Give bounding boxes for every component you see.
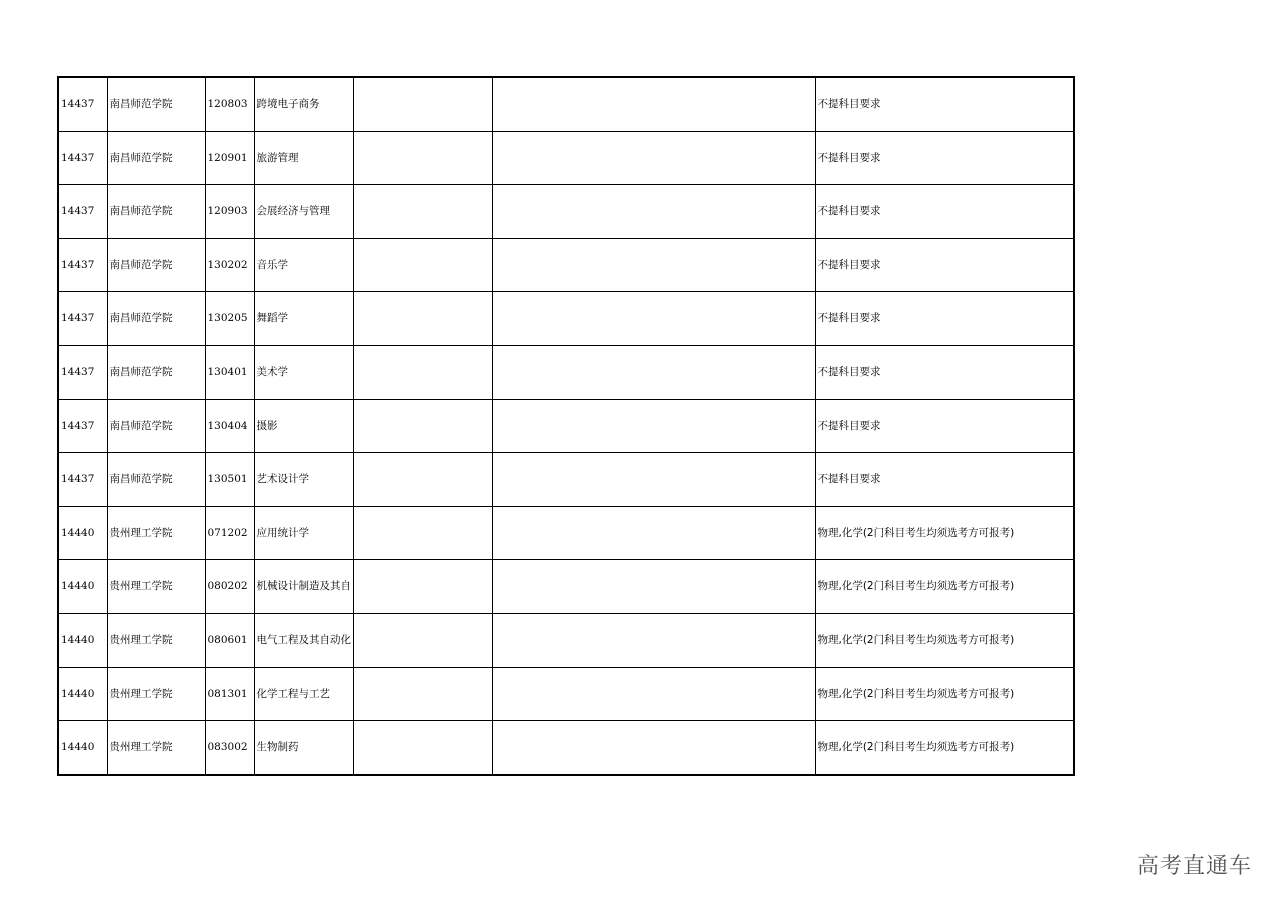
major-code-cell: 130205 (205, 292, 254, 346)
blank-cell (353, 560, 492, 614)
table-row (58, 560, 1074, 614)
blank-cell (492, 613, 815, 667)
blank-cell (353, 292, 492, 346)
major-name-cell: 舞蹈学 (254, 292, 353, 346)
blank-cell (353, 667, 492, 721)
major-name-cell: 应用统计学 (254, 506, 353, 560)
table-row (58, 613, 1074, 667)
school-name-cell: 南昌师范学院 (107, 238, 205, 292)
school-code-cell: 14437 (58, 238, 107, 292)
school-name-cell: 南昌师范学院 (107, 292, 205, 346)
subject-requirement-cell: 物理,化学(2门科目考生均须选考方可报考) (815, 613, 1074, 667)
school-code-cell: 14440 (58, 721, 107, 775)
blank-cell (353, 238, 492, 292)
blank-cell (353, 345, 492, 399)
school-name-cell: 贵州理工学院 (107, 613, 205, 667)
school-code-cell: 14437 (58, 77, 107, 131)
table-row (58, 185, 1074, 239)
school-code-cell: 14440 (58, 560, 107, 614)
subject-requirement-cell: 不提科目要求 (815, 345, 1074, 399)
blank-cell (353, 453, 492, 507)
major-code-cell: 130501 (205, 453, 254, 507)
table-row (58, 131, 1074, 185)
school-code-cell: 14437 (58, 399, 107, 453)
blank-cell (492, 721, 815, 775)
blank-cell (492, 77, 815, 131)
blank-cell (492, 292, 815, 346)
school-code-cell: 14437 (58, 345, 107, 399)
school-name-cell: 南昌师范学院 (107, 345, 205, 399)
school-name-cell: 贵州理工学院 (107, 506, 205, 560)
school-name-cell: 南昌师范学院 (107, 399, 205, 453)
table-row (58, 453, 1074, 507)
blank-cell (353, 131, 492, 185)
school-code-cell: 14440 (58, 613, 107, 667)
blank-cell (353, 399, 492, 453)
table-row (58, 667, 1074, 721)
subject-requirement-cell: 不提科目要求 (815, 131, 1074, 185)
subject-requirement-cell: 不提科目要求 (815, 77, 1074, 131)
subject-requirement-cell: 物理,化学(2门科目考生均须选考方可报考) (815, 667, 1074, 721)
blank-cell (492, 131, 815, 185)
school-name-cell: 南昌师范学院 (107, 131, 205, 185)
school-name-cell: 南昌师范学院 (107, 77, 205, 131)
major-name-cell: 跨境电子商务 (254, 77, 353, 131)
school-code-cell: 14437 (58, 185, 107, 239)
major-name-cell: 音乐学 (254, 238, 353, 292)
school-name-cell: 贵州理工学院 (107, 721, 205, 775)
blank-cell (492, 560, 815, 614)
blank-cell (492, 345, 815, 399)
subject-requirement-cell: 不提科目要求 (815, 453, 1074, 507)
major-code-cell: 120901 (205, 131, 254, 185)
major-name-cell: 电气工程及其自动化 (254, 613, 353, 667)
blank-cell (492, 667, 815, 721)
watermark-text: 高考直通车 (1136, 854, 1252, 879)
subject-requirement-cell: 物理,化学(2门科目考生均须选考方可报考) (815, 506, 1074, 560)
subject-requirement-cell: 物理,化学(2门科目考生均须选考方可报考) (815, 560, 1074, 614)
major-code-cell: 071202 (205, 506, 254, 560)
subject-requirement-cell: 不提科目要求 (815, 292, 1074, 346)
school-name-cell: 南昌师范学院 (107, 453, 205, 507)
major-code-cell: 080601 (205, 613, 254, 667)
major-name-cell: 摄影 (254, 399, 353, 453)
blank-cell (492, 185, 815, 239)
major-code-cell: 080202 (205, 560, 254, 614)
school-name-cell: 南昌师范学院 (107, 185, 205, 239)
table-row (58, 238, 1074, 292)
table-row (58, 399, 1074, 453)
blank-cell (492, 453, 815, 507)
major-code-cell: 130404 (205, 399, 254, 453)
blank-cell (353, 721, 492, 775)
table-row (58, 77, 1074, 131)
school-name-cell: 贵州理工学院 (107, 560, 205, 614)
major-code-cell: 120803 (205, 77, 254, 131)
table-row (58, 506, 1074, 560)
major-name-cell: 会展经济与管理 (254, 185, 353, 239)
subject-requirement-cell: 不提科目要求 (815, 399, 1074, 453)
major-name-cell: 旅游管理 (254, 131, 353, 185)
major-code-cell: 130401 (205, 345, 254, 399)
table-row (58, 345, 1074, 399)
blank-cell (492, 399, 815, 453)
major-code-cell: 081301 (205, 667, 254, 721)
blank-cell (492, 238, 815, 292)
table-row (58, 292, 1074, 346)
blank-cell (353, 613, 492, 667)
major-name-cell: 机械设计制造及其自 (254, 560, 353, 614)
school-code-cell: 14437 (58, 131, 107, 185)
subject-requirements-table (57, 76, 1075, 776)
blank-cell (353, 506, 492, 560)
major-name-cell: 艺术设计学 (254, 453, 353, 507)
major-code-cell: 083002 (205, 721, 254, 775)
school-name-cell: 贵州理工学院 (107, 667, 205, 721)
major-name-cell: 美术学 (254, 345, 353, 399)
school-code-cell: 14440 (58, 506, 107, 560)
school-code-cell: 14437 (58, 453, 107, 507)
school-code-cell: 14440 (58, 667, 107, 721)
table-row (58, 721, 1074, 775)
major-code-cell: 130202 (205, 238, 254, 292)
table-body (58, 77, 1074, 775)
blank-cell (353, 185, 492, 239)
school-code-cell: 14437 (58, 292, 107, 346)
subject-requirement-cell: 物理,化学(2门科目考生均须选考方可报考) (815, 721, 1074, 775)
major-name-cell: 化学工程与工艺 (254, 667, 353, 721)
subject-requirement-cell: 不提科目要求 (815, 185, 1074, 239)
major-name-cell: 生物制药 (254, 721, 353, 775)
blank-cell (353, 77, 492, 131)
subject-requirement-cell: 不提科目要求 (815, 238, 1074, 292)
major-code-cell: 120903 (205, 185, 254, 239)
blank-cell (492, 506, 815, 560)
